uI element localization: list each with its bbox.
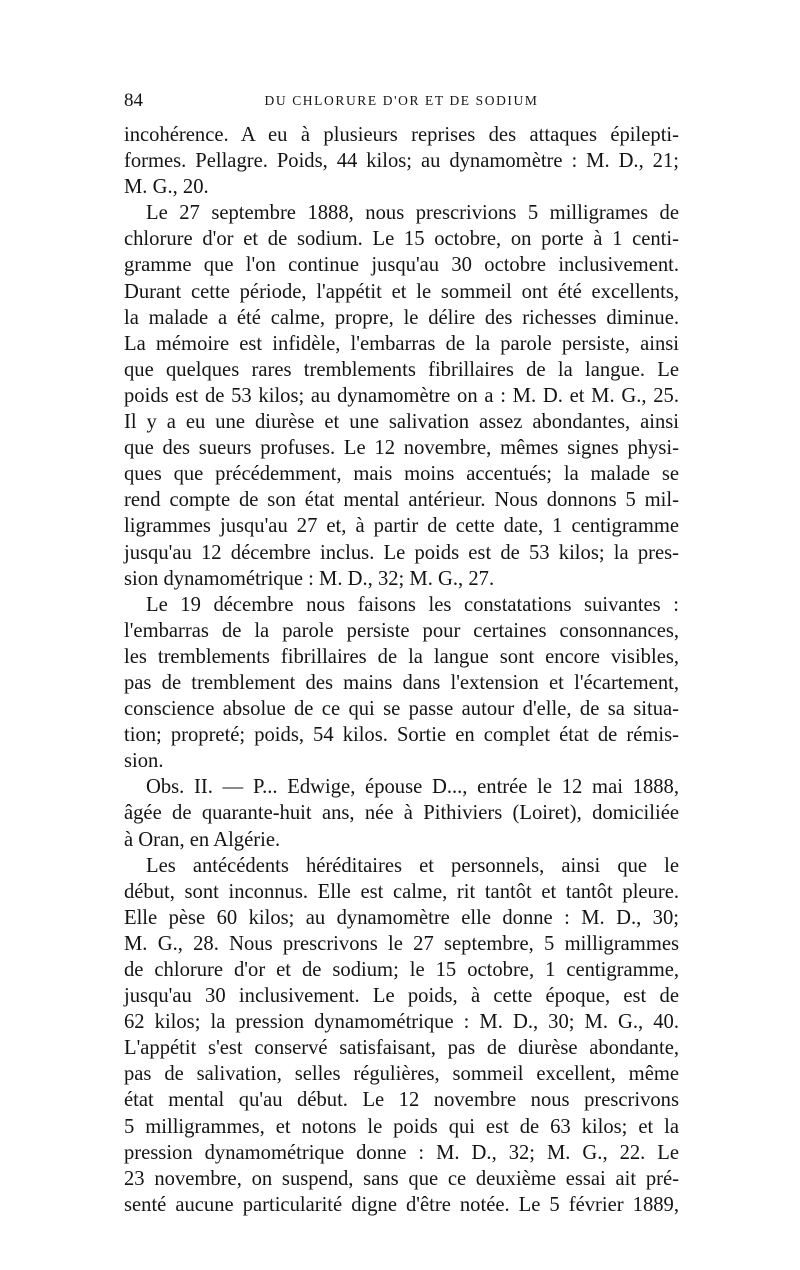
page-number: 84 [124, 90, 143, 111]
text-line: tion; propreté; poids, 54 kilos. Sortie en complet état de rémis- [124, 724, 679, 747]
text-line: début, sont inconnus. Elle est calme, rit tantôt et tantôt pleure. [124, 880, 679, 903]
text-line: M. G., 20. [124, 176, 209, 199]
page-header [124, 90, 679, 114]
text-line: sion dynamométrique : M. D., 32; M. G., 27. [124, 567, 495, 590]
text-line: rend compte de son état mental antérieur. Nous donnons 5 mil- [124, 489, 679, 512]
text-line: poids est de 53 kilos; au dynamomètre on a : M. D. et M. G., 25. [124, 384, 679, 407]
text-line: Durant cette période, l'appétit et le sommeil ont été excellents, [124, 280, 679, 303]
text-line: incohérence. A eu à plusieurs reprises des attaques épilepti- [124, 124, 679, 146]
text-line: chlorure d'or et de sodium. Le 15 octobre, on porte à 1 centi- [124, 228, 679, 251]
text-line: 5 milligrammes, et notons le poids qui est de 63 kilos; et la [124, 1115, 679, 1138]
text-line: La mémoire est infidèle, l'embarras de la parole persiste, ainsi [124, 332, 679, 355]
text-line: pas de tremblement des mains dans l'extension et l'écartement, [124, 671, 679, 694]
text-line: état mental qu'au début. Le 12 novembre nous prescrivons [124, 1089, 679, 1112]
text-line: à Oran, en Algérie. [124, 828, 281, 851]
text-line: que des sueurs profuses. Le 12 novembre, mêmes signes physi- [124, 437, 679, 460]
text-line: les tremblements fibrillaires de la langue sont encore visibles, [124, 645, 679, 668]
text-line: Le 19 décembre nous faisons les constatations suivantes : [146, 593, 679, 616]
body-text [124, 122, 679, 1218]
text-line: que quelques rares tremblements fibrillaires de la langue. Le [124, 358, 679, 381]
text-line: ques que précédemment, mais moins accentués; la malade se [124, 463, 679, 486]
text-line: l'embarras de la parole persiste pour certaines consonnances, [124, 619, 679, 642]
text-line: 62 kilos; la pression dynamométrique : M. D., 30; M. G., 40. [124, 1011, 679, 1034]
text-line: 23 novembre, on suspend, sans que ce deuxième essai ait pré- [124, 1167, 679, 1190]
text-line: Il y a eu une diurèse et une salivation assez abondantes, ainsi [124, 411, 679, 434]
text-line: formes. Pellagre. Poids, 44 kilos; au dynamomètre : M. D., 21; [124, 150, 679, 173]
text-line: Le 27 septembre 1888, nous prescrivions 5 milligrames de [146, 202, 679, 225]
observation-heading-line: Obs. II. — P... Edwige, épouse D..., entrée le 12 mai 1888, [146, 776, 679, 799]
text-line: jusqu'au 30 inclusivement. Le poids, à cette époque, est de [124, 985, 679, 1008]
text-line: gramme que l'on continue jusqu'au 30 octobre inclusivement. [124, 254, 679, 277]
text-line: conscience absolue de ce qui se passe autour d'elle, de sa situa- [124, 698, 679, 721]
text-line: senté aucune particularité digne d'être notée. Le 5 février 1889, [124, 1193, 679, 1216]
text-line: L'appétit s'est conservé satisfaisant, pas de diurèse abondante, [124, 1037, 679, 1060]
text-line: sion. [124, 750, 164, 773]
text-line: âgée de quarante-huit ans, née à Pithiviers (Loiret), domiciliée [124, 802, 679, 825]
text-line: jusqu'au 12 décembre inclus. Le poids est de 53 kilos; la pres- [124, 541, 679, 564]
running-title: DU CHLORURE D'OR ET DE SODIUM [264, 93, 539, 108]
text-line: pression dynamométrique donne : M. D., 32; M. G., 22. Le [124, 1141, 679, 1164]
text-line: la malade a été calme, propre, le délire des richesses diminue. [124, 306, 679, 329]
book-page [124, 90, 679, 1218]
text-line: Les antécédents héréditaires et personnels, ainsi que le [146, 854, 679, 877]
text-line: ligrammes jusqu'au 27 et, à partir de cette date, 1 centigramme [124, 515, 679, 538]
text-line: Elle pèse 60 kilos; au dynamomètre elle donne : M. D., 30; [124, 906, 679, 929]
text-line: pas de salivation, selles régulières, sommeil excellent, même [124, 1063, 679, 1086]
text-line: M. G., 28. Nous prescrivons le 27 septembre, 5 milligrammes [124, 932, 679, 955]
text-line: de chlorure d'or et de sodium; le 15 octobre, 1 centigramme, [124, 959, 679, 981]
